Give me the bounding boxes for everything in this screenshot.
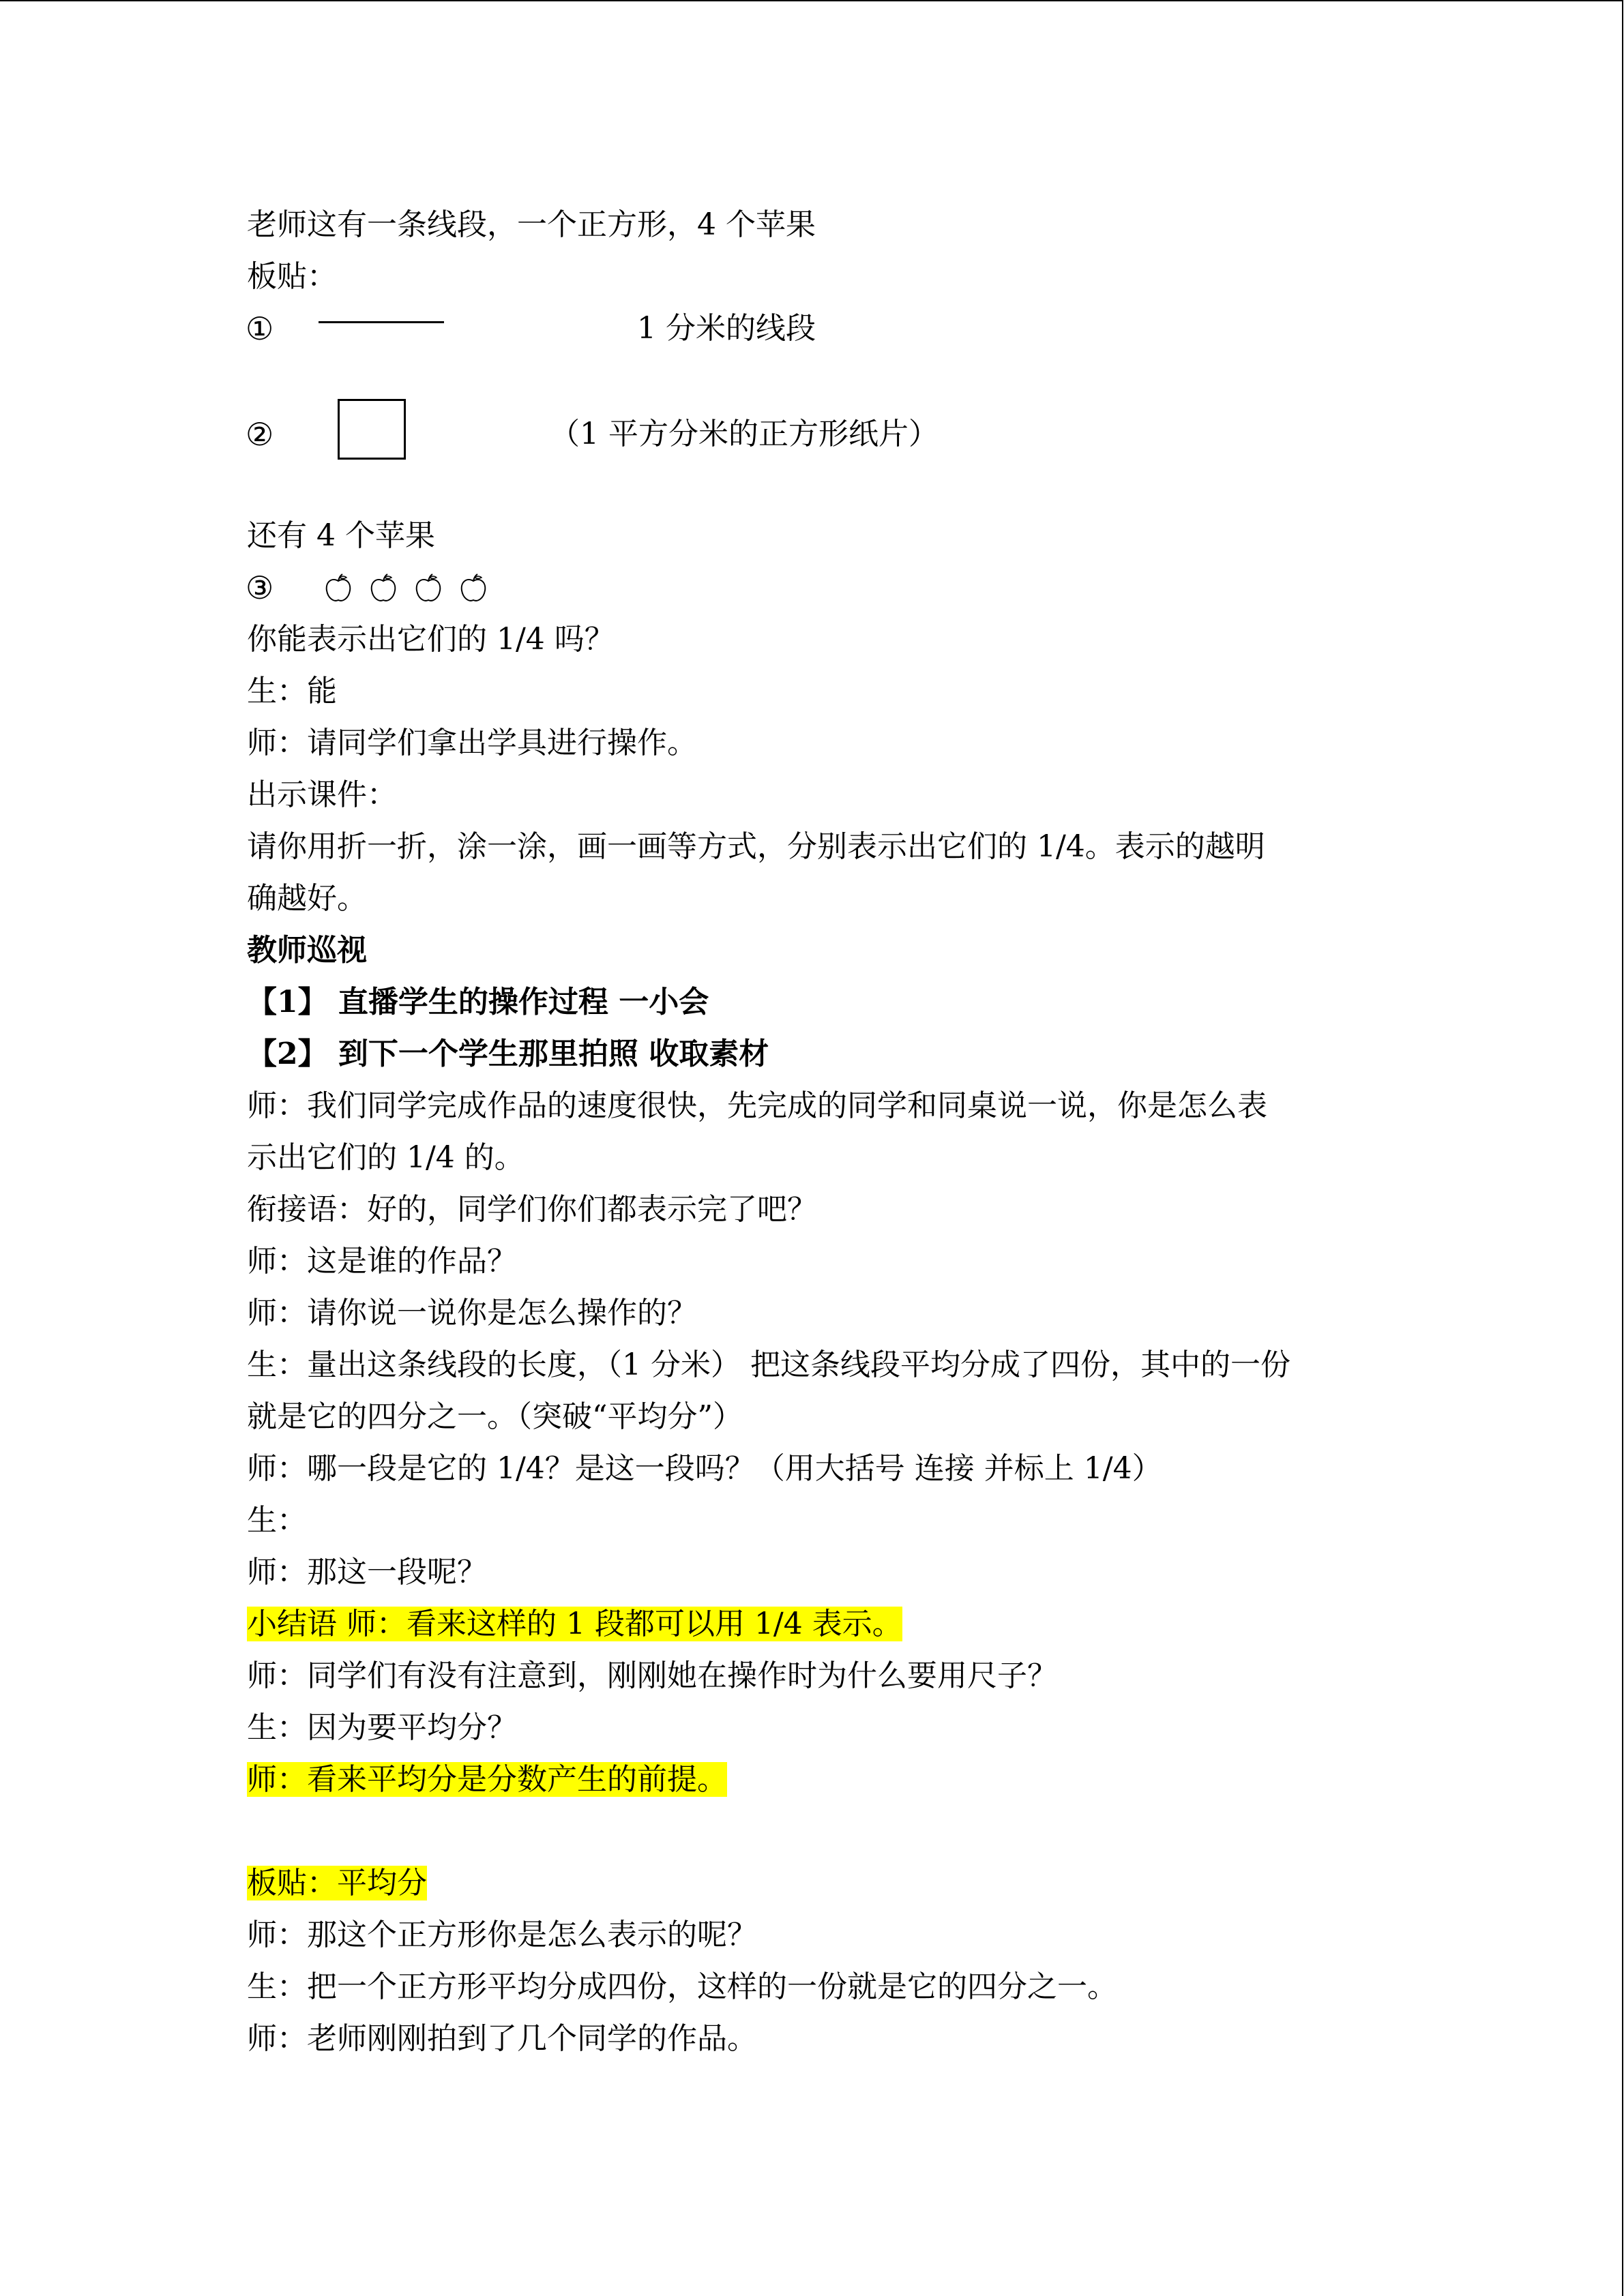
student-reply-1: 生：能	[247, 674, 337, 709]
teacher-line-9: 师：那这个正方形你是怎么表示的呢？	[247, 1918, 757, 1952]
teacher-line-5: 师：哪一段是它的 1/4？是这一段吗？（用大括号 连接 并标上 1/4）	[247, 1451, 1162, 1486]
patrol-heading: 教师巡视	[247, 933, 367, 968]
item-number-1: ①	[246, 310, 274, 347]
segment-label: 1 分米的线段	[637, 311, 816, 346]
board-line-2	[247, 1863, 427, 1904]
apple-icon	[412, 571, 445, 604]
premise-highlight: 师：看来平均分是分数产生的前提。	[247, 1762, 727, 1797]
summary-highlight: 小结语 师：看来这样的 1 段都可以用 1/4 表示。	[247, 1607, 902, 1641]
student-reply-2b: 就是它的四分之一。（突破“平均分”）	[247, 1399, 743, 1434]
teacher-line-2a: 师：我们同学完成作品的速度很快，先完成的同学和同桌说一说，你是怎么表	[247, 1088, 1267, 1123]
apple-icon	[367, 571, 400, 604]
show-courseware: 出示课件：	[247, 777, 397, 812]
teacher-line-10: 师：老师刚刚拍到了几个同学的作品。	[247, 2021, 757, 2056]
apple-icon	[322, 571, 355, 604]
square-label: （1 平方分米的正方形纸片）	[550, 417, 939, 451]
step-2: 【2】 到下一个学生那里拍照 收取素材	[247, 1037, 769, 1071]
question-line: 你能表示出它们的 1/4 吗？	[247, 622, 615, 657]
teacher-line-7: 师：同学们有没有注意到，刚刚她在操作时为什么要用尺子？	[247, 1658, 1057, 1693]
teacher-line-6: 师：那这一段呢？	[247, 1555, 487, 1590]
item-number-2: ②	[246, 416, 274, 453]
task-line-2: 确越好。	[247, 881, 367, 916]
board-label: 板贴：	[247, 259, 337, 294]
apple-icon	[457, 571, 490, 604]
apple-row	[322, 571, 490, 606]
summary-line	[247, 1604, 902, 1645]
teacher-line-3: 师：这是谁的作品？	[247, 1244, 517, 1279]
link-phrase: 衔接语：好的，同学们你们都表示完了吧？	[247, 1192, 817, 1227]
item-number-3: ③	[246, 569, 274, 606]
student-reply-3: 生：	[247, 1503, 307, 1538]
student-reply-2a: 生：量出这条线段的长度，（1 分米） 把这条线段平均分成了四份，其中的一份	[247, 1347, 1290, 1382]
task-line-1: 请你用折一折，涂一涂，画一画等方式，分别表示出它们的 1/4。表示的越明	[247, 829, 1265, 864]
teacher-line-8	[247, 1759, 727, 1800]
teacher-line-1: 师：请同学们拿出学具进行操作。	[247, 726, 697, 760]
teacher-line-2b: 示出它们的 1/4 的。	[247, 1140, 525, 1175]
step-1: 【1】 直播学生的操作过程 一小会	[247, 985, 709, 1019]
student-reply-4: 生：因为要平均分？	[247, 1710, 517, 1745]
intro-line: 老师这有一条线段，一个正方形，4 个苹果	[247, 207, 816, 242]
apples-intro: 还有 4 个苹果	[247, 518, 435, 553]
segment-line	[319, 321, 444, 323]
square-paper	[338, 399, 406, 460]
student-reply-5: 生：把一个正方形平均分成四份，这样的一份就是它的四分之一。	[247, 1969, 1117, 2004]
teacher-line-4: 师：请你说一说你是怎么操作的？	[247, 1296, 697, 1330]
board-highlight: 板贴：平均分	[247, 1866, 427, 1900]
